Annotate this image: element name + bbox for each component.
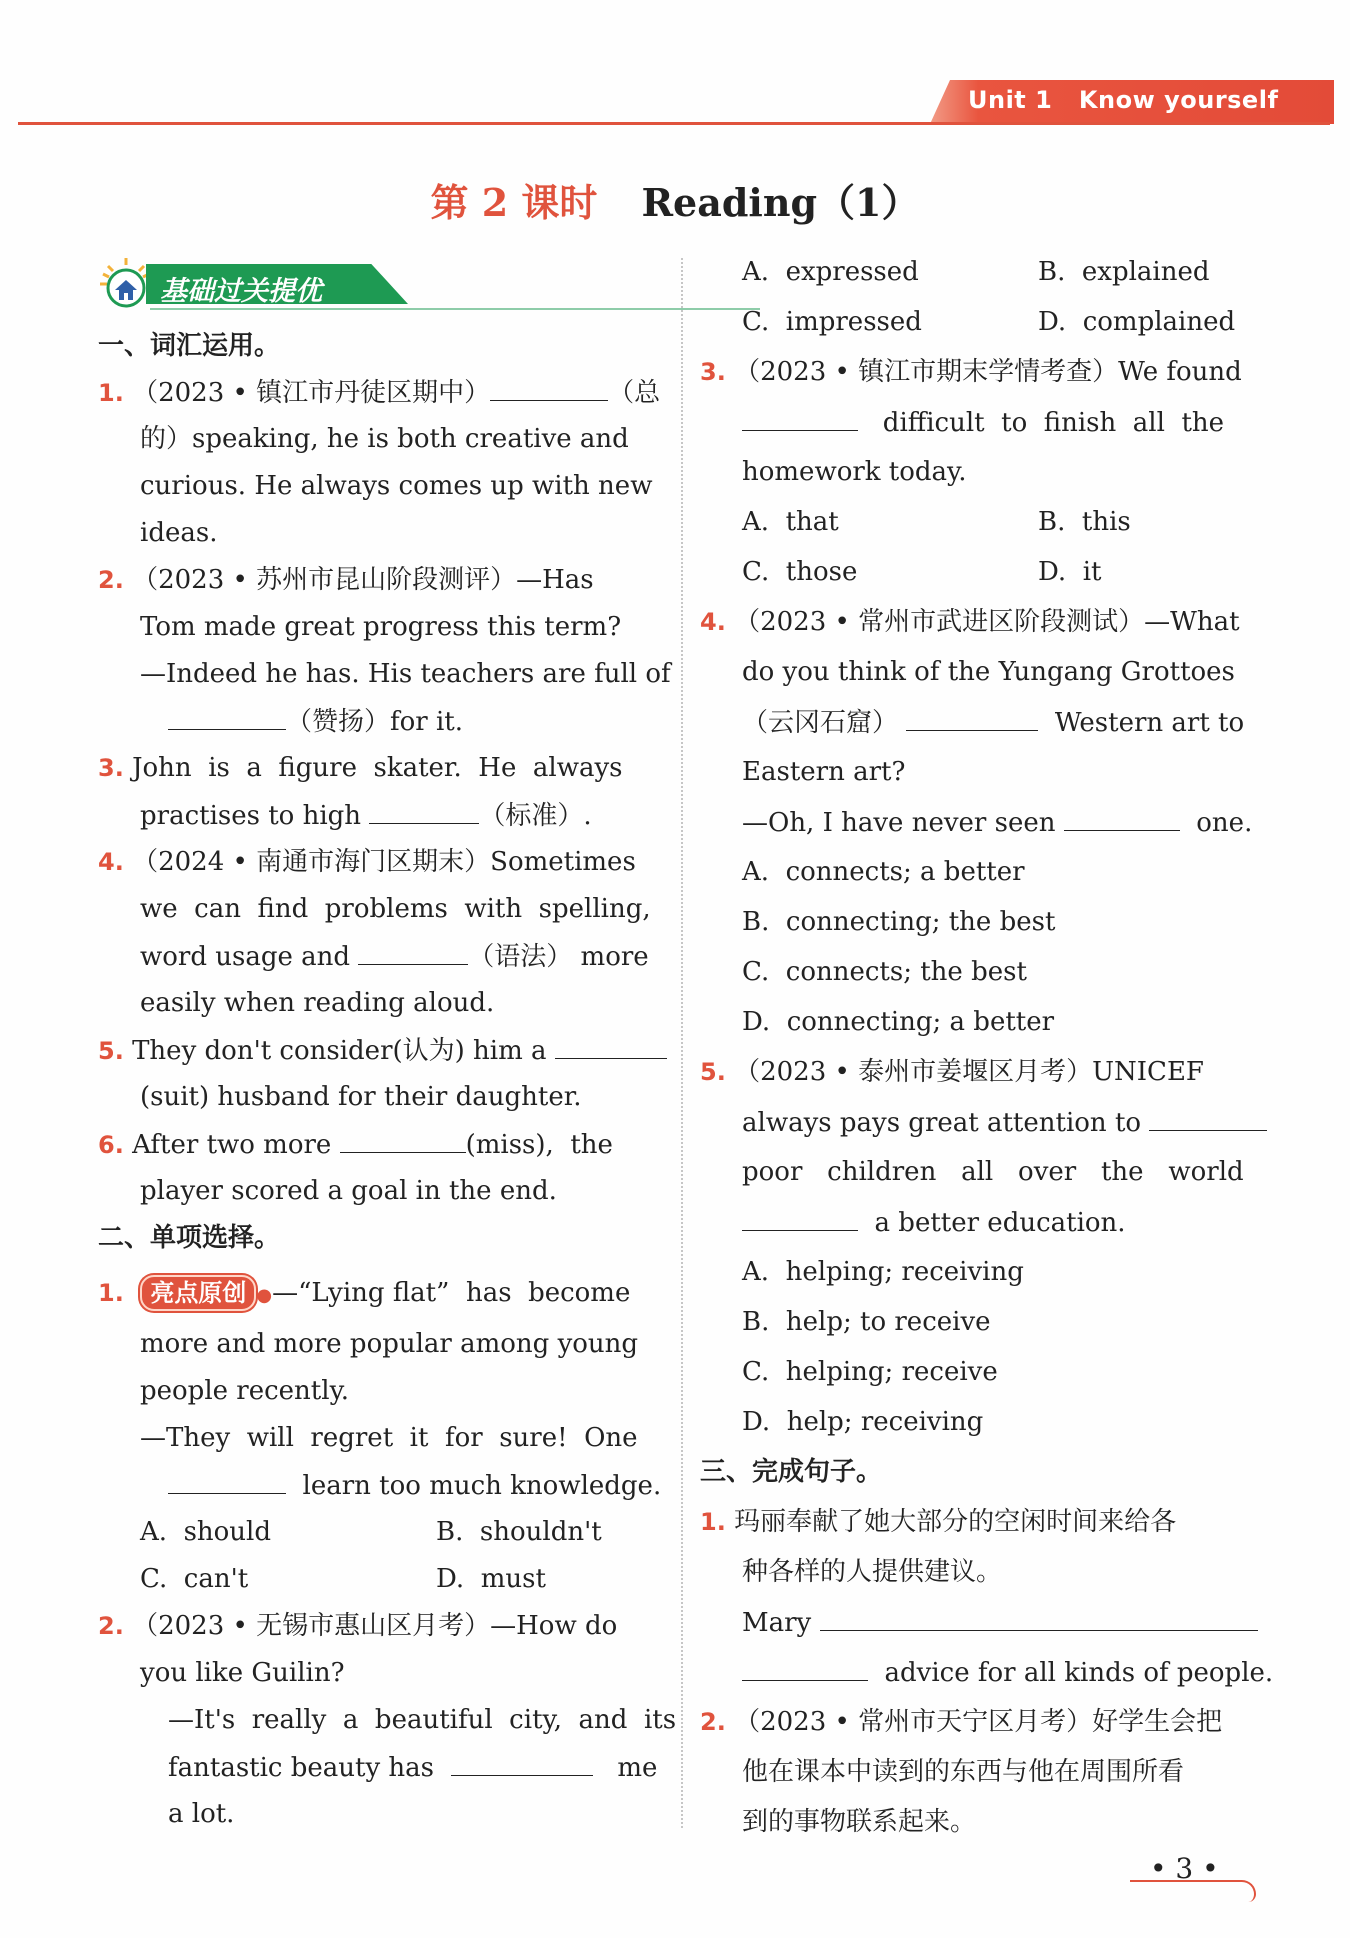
option-b[interactable]: B. shouldn't [436,1517,602,1547]
option-d[interactable]: D. must [436,1564,546,1594]
option-a[interactable]: A. expressed [742,257,919,287]
answer-blank[interactable] [1064,806,1180,831]
question-source: （2023 • 镇江市丹徒区期中） [132,378,491,408]
question-text: (suit) husband for their daughter. [140,1082,582,1112]
answer-blank[interactable] [340,1128,466,1153]
answer-blank[interactable] [168,705,286,730]
badge-underline [150,308,760,310]
answer-blank[interactable] [358,940,468,965]
question-text: word usage and [140,942,351,972]
question-text: people recently. [140,1376,350,1406]
question-text: They don't consider(认为) him a [132,1036,547,1066]
option-a[interactable]: A. should [140,1517,272,1547]
option-c[interactable]: C. impressed [742,307,922,337]
page-number-swoosh [1130,1880,1256,1902]
question-text: curious. He always comes up with new [140,471,653,501]
question-text: more and more popular among young [140,1329,639,1359]
option-a[interactable]: A. that [742,507,839,537]
answer-blank[interactable] [168,1469,286,1494]
question-hint: （赞扬）for it. [286,707,463,737]
option-b[interactable]: B. help; to receive [742,1307,991,1337]
question-text: （2023 • 泰州市姜堰区月考）UNICEF [734,1057,1204,1087]
question-number: 4. [700,608,726,636]
option-d[interactable]: D. connecting; a better [742,1007,1055,1037]
option-b[interactable]: B. explained [1038,257,1210,287]
option-a[interactable]: A. connects; a better [742,857,1025,887]
question-text: —It's really a beautiful city, and its [168,1705,677,1735]
option-a[interactable]: A. helping; receiving [742,1257,1024,1287]
question-text: advice for all kinds of people. [884,1658,1274,1688]
section-complete-heading: 三、完成句子。 [700,1457,883,1487]
sun-house-icon [98,256,154,312]
question-text: ideas. [140,518,218,548]
question-number: 2. [98,566,124,594]
question-text: you like Guilin? [140,1658,345,1688]
option-c[interactable]: C. those [742,557,858,587]
column-divider [681,258,683,1828]
question-text: homework today. [742,457,967,487]
question-text: always pays great attention to [742,1108,1142,1138]
page-number: • 3 • [1150,1852,1219,1885]
question-text: easily when reading aloud. [140,988,495,1018]
question-number: 3. [98,754,124,782]
question-text: learn too much knowledge. [302,1471,662,1501]
lesson-number: 第 2 课时 [430,180,598,225]
question-number: 1. [98,379,124,407]
question-text: After two more [132,1130,332,1160]
question-text: （云冈石窟） [742,708,899,738]
question-text: difficult to finish all the [882,408,1225,438]
question-text: Tom made great progress this term? [140,612,622,642]
section-vocab-heading: 一、词汇运用。 [98,331,281,361]
question-text: —Indeed he has. His teachers are full of [140,659,671,689]
question-hint: （标准）. [479,801,592,831]
question-number: 2. [98,1612,124,1640]
question-hint: （语法） more [468,942,649,972]
question-text: a better education. [874,1208,1126,1238]
question-number: 2. [700,1708,726,1736]
question-text: John is a figure skater. He always [132,753,623,783]
answer-blank[interactable] [1149,1106,1267,1131]
answer-blank[interactable] [820,1606,1258,1631]
question-text: （2024 • 南通市海门区期末）Sometimes [132,847,636,877]
question-number: 1. [700,1508,726,1536]
question-hint: （总 [608,378,661,408]
question-text: （2023 • 苏州市昆山阶段测评）—Has [132,565,594,595]
question-text: we can find problems with spelling, [140,894,651,924]
question-text: 到的事物联系起来。 [742,1807,977,1837]
option-d[interactable]: D. it [1038,557,1102,587]
question-text: —“Lying flat” has become [272,1278,631,1308]
question-text: player scored a goal in the end. [140,1176,557,1206]
answer-blank[interactable] [742,1656,868,1681]
question-text: —They will regret it for sure! One [140,1423,638,1453]
question-text: poor children all over the world [742,1157,1244,1187]
question-text: a lot. [168,1799,235,1829]
answer-blank[interactable] [906,706,1038,731]
original-highlight-badge: 亮点原创 [140,1275,256,1311]
lesson-name: Reading（1） [641,180,920,225]
question-text: Mary [742,1608,812,1638]
question-number: 5. [98,1037,124,1065]
section-badge [98,256,418,312]
question-text: 种各样的人提供建议。 [742,1557,1003,1587]
option-c[interactable]: C. helping; receive [742,1357,998,1387]
badge-label: 基础过关提优 [160,276,322,307]
option-b[interactable]: B. connecting; the best [742,907,1056,937]
question-text: practises to high [140,801,362,831]
question-text: me [617,1753,658,1783]
badge-dot-icon: ● [256,1285,273,1306]
question-text: （2023 • 常州市天宁区月考）好学生会把 [734,1707,1223,1737]
question-text: （2023 • 镇江市期末学情考查）We found [734,357,1242,387]
unit-title: Unit 1 Know yourself [968,86,1279,114]
question-text: 他在课本中读到的东西与他在周围所看 [742,1757,1185,1787]
option-c[interactable]: C. can't [140,1564,249,1594]
question-number: 6. [98,1131,124,1159]
question-text: 玛丽奉献了她大部分的空闲时间来给各 [734,1507,1177,1537]
header-rule [18,122,1330,125]
question-text: （2023 • 无锡市惠山区月考）—How do [132,1611,618,1641]
question-number: 1. [98,1279,124,1307]
answer-blank[interactable] [742,406,858,431]
answer-blank[interactable] [555,1034,667,1059]
question-text: 的）speaking, he is both creative and [140,424,629,454]
answer-blank[interactable] [369,799,479,824]
section-choice-heading: 二、单项选择。 [98,1223,281,1253]
answer-blank[interactable] [742,1206,858,1231]
question-number: 3. [700,358,726,386]
option-b[interactable]: B. this [1038,507,1131,537]
question-text: —Oh, I have never seen [742,808,1056,838]
lesson-title [0,172,1350,227]
question-text: （2023 • 常州市武进区阶段测试）—What [734,607,1240,637]
question-text: one. [1196,808,1253,838]
option-d[interactable]: D. help; receiving [742,1407,984,1437]
option-d[interactable]: D. complained [1038,307,1236,337]
option-c[interactable]: C. connects; the best [742,957,1027,987]
question-text: fantastic beauty has [168,1753,435,1783]
question-text: Western art to [1054,708,1245,738]
question-text: do you think of the Yungang Grottoes [742,657,1235,687]
answer-blank[interactable] [490,376,608,401]
answer-blank[interactable] [451,1751,593,1776]
question-number: 4. [98,848,124,876]
question-number: 5. [700,1058,726,1086]
question-text: Eastern art? [742,757,906,787]
question-hint: (miss), the [465,1130,613,1160]
